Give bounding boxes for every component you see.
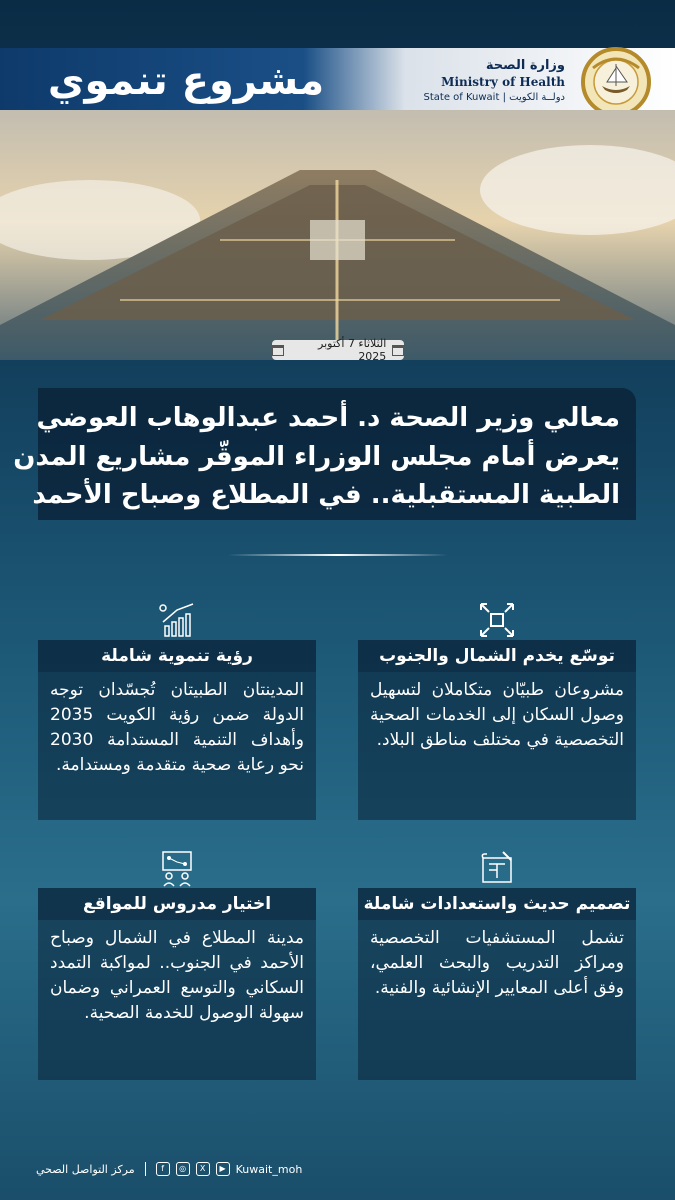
card-body: المدينتان الطبيتان تُجسّدان توجه الدولة ضمن رؤية الكويت 2035 وأهداف التنمية المستدامة 2030 نحو رعاية صحية متقدمة ومستدامة.: [38, 672, 316, 820]
divider-line: [228, 554, 448, 556]
card-body: تشمل المستشفيات التخصصية ومراكز التدريب والبحث العلمي، وفق أعلى المعايير الإنشائية والفنية.: [358, 920, 636, 1080]
ministry-name-ar: وزارة الصحة: [485, 58, 565, 73]
card-title: اختيار مدروس للمواقع: [38, 888, 316, 920]
footer-separator: [145, 1162, 146, 1176]
hero-aerial-city-image: [0, 110, 675, 360]
state-ar: دولــة الكويت: [509, 92, 565, 103]
ministry-name-en: Ministry of Health: [441, 75, 565, 89]
project-title: مشروع تنموي: [47, 58, 325, 104]
headline-line-3: الطبية المستقبلية.. في المطلاع وصباح الأحمد: [32, 480, 620, 510]
instagram-icon[interactable]: ◎: [176, 1162, 190, 1176]
card-title: تصميم حديث واستعدادات شاملة: [358, 888, 636, 920]
blueprint-icon: [477, 848, 517, 888]
city-illustration: [0, 110, 675, 360]
calendar-icon: [272, 345, 284, 356]
footer: [36, 1158, 336, 1180]
card-title: توسّع يخدم الشمال والجنوب: [358, 640, 636, 672]
card-body: مدينة المطلاع في الشمال وصباح الأحمد في الجنوب.. لمواكبة التمدد السكاني والتوسع العمراني وضمان سهولة الوصول للخدمة الصحية.: [38, 920, 316, 1080]
footer-center-name: مركز التواصل الصحي: [36, 1162, 135, 1176]
youtube-icon[interactable]: ▶: [216, 1162, 230, 1176]
facebook-icon[interactable]: f: [156, 1162, 170, 1176]
state-en: State of Kuwait: [423, 92, 500, 103]
headline-line-2: يعرض أمام مجلس الوزراء الموقّر مشاريع المدن: [13, 442, 620, 472]
ministry-block: [365, 58, 565, 106]
card-body: مشروعان طبيّان متكاملان لتسهيل وصول السكان إلى الخدمات الصحية التخصصية في مختلف مناطق البلاد.: [358, 672, 636, 820]
date-text: الثلاثاء 7 أكتوبر 2025: [318, 337, 387, 363]
x-icon[interactable]: X: [196, 1162, 210, 1176]
calendar-icon: [392, 345, 404, 356]
expand-arrows-icon: [477, 600, 517, 640]
card-title: رؤية تنموية شاملة: [38, 640, 316, 672]
headline-line-1: معالي وزير الصحة د. أحمد عبدالوهاب العوضي: [36, 403, 620, 433]
footer-handle[interactable]: Kuwait_moh: [235, 1162, 303, 1176]
growth-chart-icon: [157, 600, 197, 640]
site-map-icon: [157, 848, 197, 888]
state-line: State of Kuwait | دولــة الكويت: [423, 92, 565, 103]
headline-panel: [13, 388, 636, 520]
date-badge: [272, 337, 404, 363]
